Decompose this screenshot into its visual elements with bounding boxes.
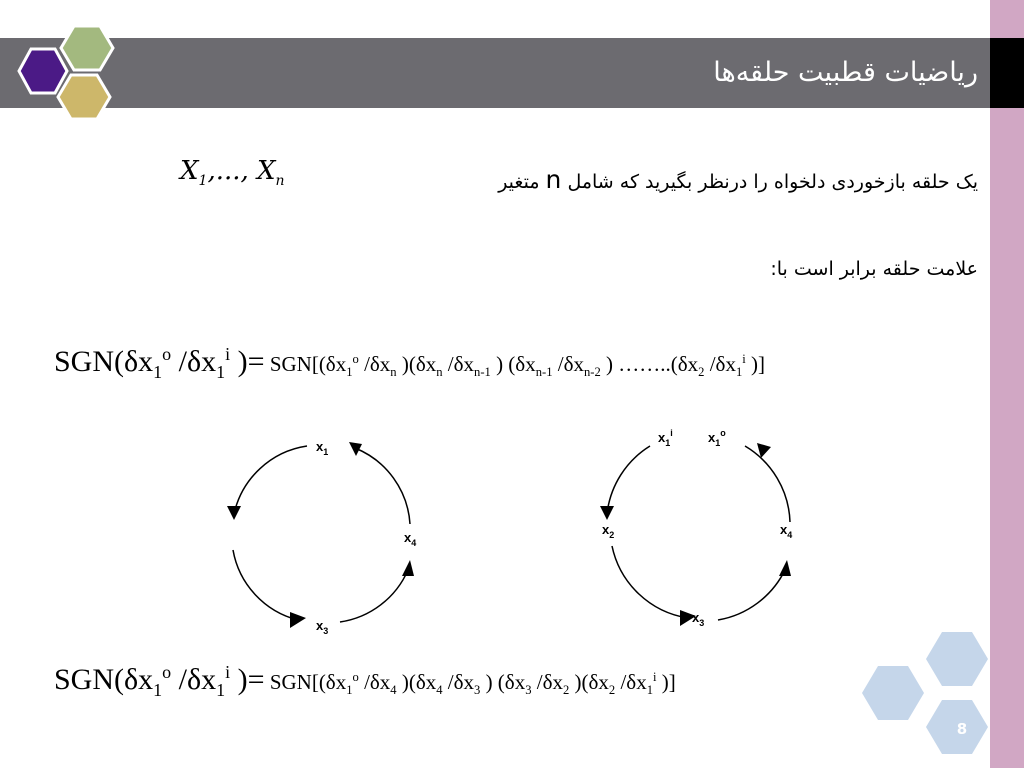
node-x4: $x_4$	[404, 530, 417, 548]
rhs-text: ) (δx	[480, 670, 526, 694]
node-x3: $x_3$	[692, 610, 705, 628]
rhs-subscript: n-1	[474, 365, 491, 380]
rhs-text: )(δx	[569, 670, 609, 694]
node-x3: $x_3$	[316, 618, 329, 636]
rhs-superscript: o	[352, 670, 359, 684]
page-number: 8	[956, 720, 968, 738]
open-arc-bottom-left	[612, 546, 688, 618]
rhs-superscript: i	[653, 670, 657, 684]
rhs-text: /δx	[442, 352, 475, 376]
rhs-subscript: 1	[646, 683, 653, 698]
loop-arc-bottom-right	[340, 570, 408, 622]
arrow-up-left-icon	[349, 442, 362, 456]
open-loop-diagram	[590, 420, 820, 640]
loop-arc-bottom-left	[233, 550, 298, 620]
example-polarity-equation	[54, 662, 676, 701]
node-x2: $x_2$	[602, 522, 615, 540]
rhs-subscript: 2	[608, 683, 616, 698]
equation-lhs: $SGN(\delta x_1^o$ $/\delta x_1^i$ )=	[54, 344, 265, 382]
rhs-subscript: 1	[346, 683, 353, 698]
rhs-superscript: o	[352, 352, 359, 366]
green-hexagon	[61, 26, 113, 70]
rhs-subscript: 4	[436, 683, 443, 698]
rhs-text: )]	[745, 352, 765, 376]
rhs-text: SGN[(δx	[264, 670, 347, 694]
rhs-subscript: 3	[474, 683, 481, 698]
node-x1-output: $x_1^o$	[708, 428, 726, 448]
intro-sentence	[498, 165, 978, 194]
variable-count-n: n	[545, 165, 562, 194]
node-x1: $x_1$	[316, 439, 329, 457]
open-arc-top-right	[745, 446, 790, 522]
rhs-text: )]	[656, 670, 676, 694]
intro-text: یک حلقه بازخوردی دلخواه را درنظر بگیرید که شامل	[567, 171, 978, 193]
arrow-down-left-icon	[600, 506, 614, 520]
rhs-text: SGN[(δx	[264, 352, 347, 376]
slide-title: ریاضیات قطبیت حلقه‌ها	[713, 57, 978, 88]
rhs-subscript: n	[390, 365, 397, 380]
intro-text-end: متغیر	[498, 171, 540, 193]
node-x1-input: $x_1^i$	[658, 428, 673, 448]
loop-arc-top-left	[234, 446, 307, 514]
equation-rhs	[264, 670, 676, 698]
loop-sign-sentence: علامت حلقه برابر است با:	[770, 258, 978, 280]
var-x: X	[180, 156, 199, 186]
loop-arc-top-right	[355, 448, 410, 524]
var-sub-n: n	[275, 173, 285, 190]
rhs-subscript: 2	[698, 365, 705, 380]
rhs-subscript: n	[436, 365, 443, 380]
decorative-hexagons-icon	[850, 625, 990, 765]
arrow-up-right-icon	[779, 560, 791, 576]
rhs-text: ) ……..(δx	[600, 352, 699, 376]
open-arc-bottom-right	[718, 570, 785, 620]
arrow-up-right-icon	[402, 560, 414, 576]
var-sub-1: 1	[198, 173, 208, 190]
arrow-right-bottom-icon	[290, 612, 306, 628]
rhs-text: /δx	[615, 670, 647, 694]
gold-hexagon	[58, 75, 110, 119]
equation-rhs	[264, 352, 765, 380]
rhs-subscript: 1	[735, 365, 743, 380]
rhs-text: /δx	[531, 670, 563, 694]
rhs-subscript: n-2	[583, 365, 601, 380]
arrow-down-left-icon	[227, 506, 241, 520]
rhs-text: /δx	[552, 352, 584, 376]
title-bar-accent	[990, 38, 1024, 108]
equation-lhs: $SGN(\delta x_1^o$ $/\delta x_1^i$ )=	[54, 662, 265, 700]
open-arc-top-left	[607, 446, 650, 514]
rhs-text: /δx	[358, 670, 391, 694]
rhs-subscript: 2	[562, 683, 570, 698]
rhs-text: ) (δx	[490, 352, 536, 376]
rhs-subscript: n-1	[535, 365, 553, 380]
rhs-subscript: 3	[525, 683, 532, 698]
variables-list	[180, 156, 285, 189]
node-x4: $x_4$	[780, 522, 793, 540]
rhs-text: )(δx	[396, 352, 437, 376]
hexagon-logo-icon	[0, 0, 130, 130]
rhs-superscript: i	[742, 352, 746, 366]
var-separator: ,...,	[207, 156, 249, 186]
blue-hexagon	[862, 666, 924, 720]
closed-loop-diagram	[220, 420, 440, 640]
general-polarity-equation	[54, 344, 765, 383]
rhs-text: /δx	[704, 352, 736, 376]
right-side-stripe	[990, 0, 1024, 768]
rhs-text: )(δx	[396, 670, 437, 694]
rhs-subscript: 4	[390, 683, 397, 698]
var-x-last: X	[257, 156, 276, 186]
blue-hexagon	[926, 632, 988, 686]
rhs-subscript: 1	[346, 365, 353, 380]
purple-hexagon	[19, 49, 67, 93]
rhs-text: /δx	[442, 670, 475, 694]
rhs-text: /δx	[358, 352, 391, 376]
